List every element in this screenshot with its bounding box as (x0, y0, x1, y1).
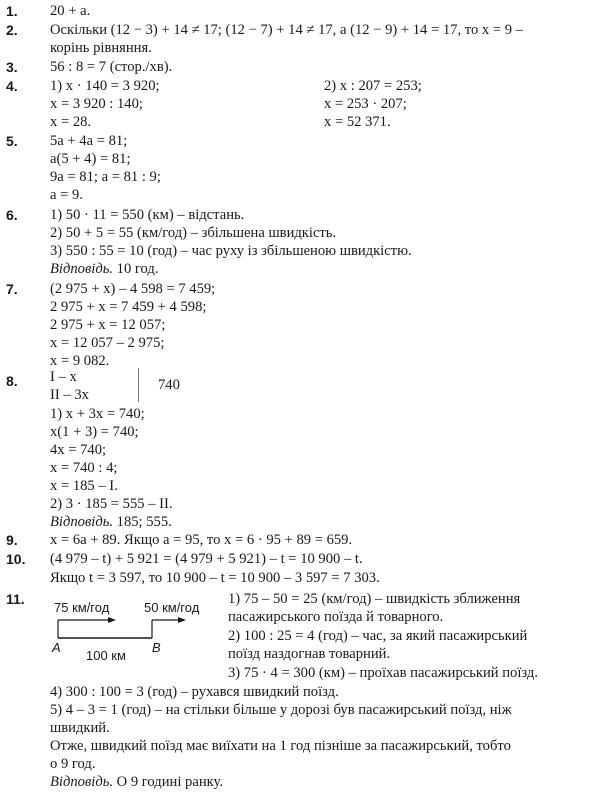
p1-text: 20 + a. (50, 3, 91, 19)
problem-number-9: 9. (6, 532, 18, 548)
p8-sum: 740 (158, 377, 180, 393)
p11-line6: 4) 300 : 100 = 3 (год) – рухався швидкий поїзд. (50, 684, 339, 700)
p4-a-line3: x = 28. (50, 114, 92, 130)
p11-answer-value: О 9 годині ранку. (113, 774, 223, 790)
p8-answer-label: Відповідь. (50, 514, 114, 530)
p5-line3: 9a = 81; a = 81 : 9; (50, 169, 161, 185)
problem-number-4: 4. (6, 78, 18, 94)
p10-line1: (4 979 – t) + 5 921 = (4 979 + 5 921) – t = 10 900 – t. (50, 551, 363, 567)
p5-line2: a(5 + 4) = 81; (50, 151, 131, 167)
p11-answer-label: Відповідь. (50, 774, 114, 790)
p11-line4: поїзд наздогнав товарний. (228, 646, 391, 662)
p2-line2: корінь рівняння. (50, 40, 152, 56)
freight-arrowhead (178, 617, 186, 623)
p10-line2: Якщо t = 3 597, то 10 900 – t = 10 900 – 3 597 = 7 303. (50, 570, 380, 586)
p11-line5: 3) 75 · 4 = 300 (км) – проїхав пасажирський поїзд. (228, 665, 538, 681)
problem-number-7: 7. (6, 281, 18, 297)
speed-freight-label: 50 км/год (144, 600, 200, 615)
p4-b-line3: x = 52 371. (324, 114, 391, 130)
p11-line9: Отже, швидкий поїзд має виїхати на 1 год пізніше за пасажирський, тобто (50, 738, 511, 754)
p3-text: 56 : 8 = 7 (стор./хв). (50, 59, 173, 75)
p7-line2: 2 975 + x = 7 459 + 4 598; (50, 299, 207, 315)
p5-line4: a = 9. (50, 187, 83, 203)
p11-line1: 1) 75 – 50 = 25 (км/год) – швидкість зближення (228, 591, 521, 607)
p6-answer-label: Відповідь. (50, 261, 114, 277)
point-b-label: B (152, 640, 161, 655)
p4-a-line2: x = 3 920 : 140; (50, 96, 143, 112)
p4-b-line2: x = 253 · 207; (324, 96, 407, 112)
p2-line1: Оскільки (12 − 3) + 14 ≠ 17; (12 − 7) + 14 ≠ 17, а (12 − 9) + 14 = 17, то x = 9 – (50, 22, 523, 38)
p7-line1: (2 975 + x) – 4 598 = 7 459; (50, 281, 216, 297)
motion-diagram (48, 598, 228, 664)
p7-line5: x = 9 082. (50, 353, 110, 369)
problem-number-3: 3. (6, 59, 18, 75)
problem-number-2: 2. (6, 22, 18, 38)
p6-line2: 2) 50 + 5 = 55 (км/год) – збільшена швидкість. (50, 225, 337, 241)
p8-line6: x = 740 : 4; (50, 460, 118, 476)
p11-line3: 2) 100 : 25 = 4 (год) – час, за який пасажирський (228, 628, 528, 644)
problem-number-10: 10. (6, 551, 26, 567)
p4-b-line1: 2) x : 207 = 253; (324, 78, 422, 94)
p11-answer (50, 773, 223, 791)
speed-passenger-label: 75 км/год (54, 600, 110, 615)
p4-a-line1: 1) x · 140 = 3 920; (50, 78, 160, 94)
p8-answer-value: 185; 555. (113, 514, 172, 530)
problem-number-5: 5. (6, 133, 18, 149)
p8-line3: 1) x + 3x = 740; (50, 406, 145, 422)
p6-answer (50, 260, 158, 278)
p8-line1: I – x (50, 369, 77, 385)
distance-label: 100 км (86, 648, 126, 663)
p9-text: x = 6a + 89. Якщо a = 95, то x = 6 · 95 + 89 = 659. (50, 532, 353, 548)
p8-line8: 2) 3 · 185 = 555 – II. (50, 496, 173, 512)
p8-line4: x(1 + 3) = 740; (50, 424, 139, 440)
problem-number-8: 8. (6, 373, 18, 389)
p7-line3: 2 975 + x = 12 057; (50, 317, 166, 333)
p11-line8: швидкий. (50, 720, 110, 736)
brace-line (134, 368, 139, 402)
p11-line7: 5) 4 – 3 = 1 (год) – на стільки більше у дорозі був пасажирський поїзд, ніж (50, 702, 512, 718)
problem-number-11: 11. (6, 591, 25, 607)
p6-answer-value: 10 год. (113, 261, 159, 277)
problem-number-1: 1. (6, 3, 18, 19)
p8-answer (50, 513, 172, 531)
problem-number-6: 6. (6, 207, 18, 223)
p8-line7: x = 185 – I. (50, 478, 118, 494)
p8-line2: II – 3x (50, 387, 89, 403)
p7-line4: x = 12 057 – 2 975; (50, 335, 165, 351)
p5-line1: 5a + 4a = 81; (50, 133, 128, 149)
passenger-arrowhead (108, 617, 116, 623)
p11-line2: пасажирського поїзда й товарного. (228, 609, 444, 625)
p6-line1: 1) 50 · 11 = 550 (км) – відстань. (50, 207, 245, 223)
p6-line3: 3) 550 : 55 = 10 (год) – час руху із збільшеною швидкістю. (50, 243, 412, 259)
p11-line10: о 9 год. (50, 756, 96, 772)
point-a-label: A (52, 640, 61, 655)
p8-line5: 4x = 740; (50, 442, 107, 458)
